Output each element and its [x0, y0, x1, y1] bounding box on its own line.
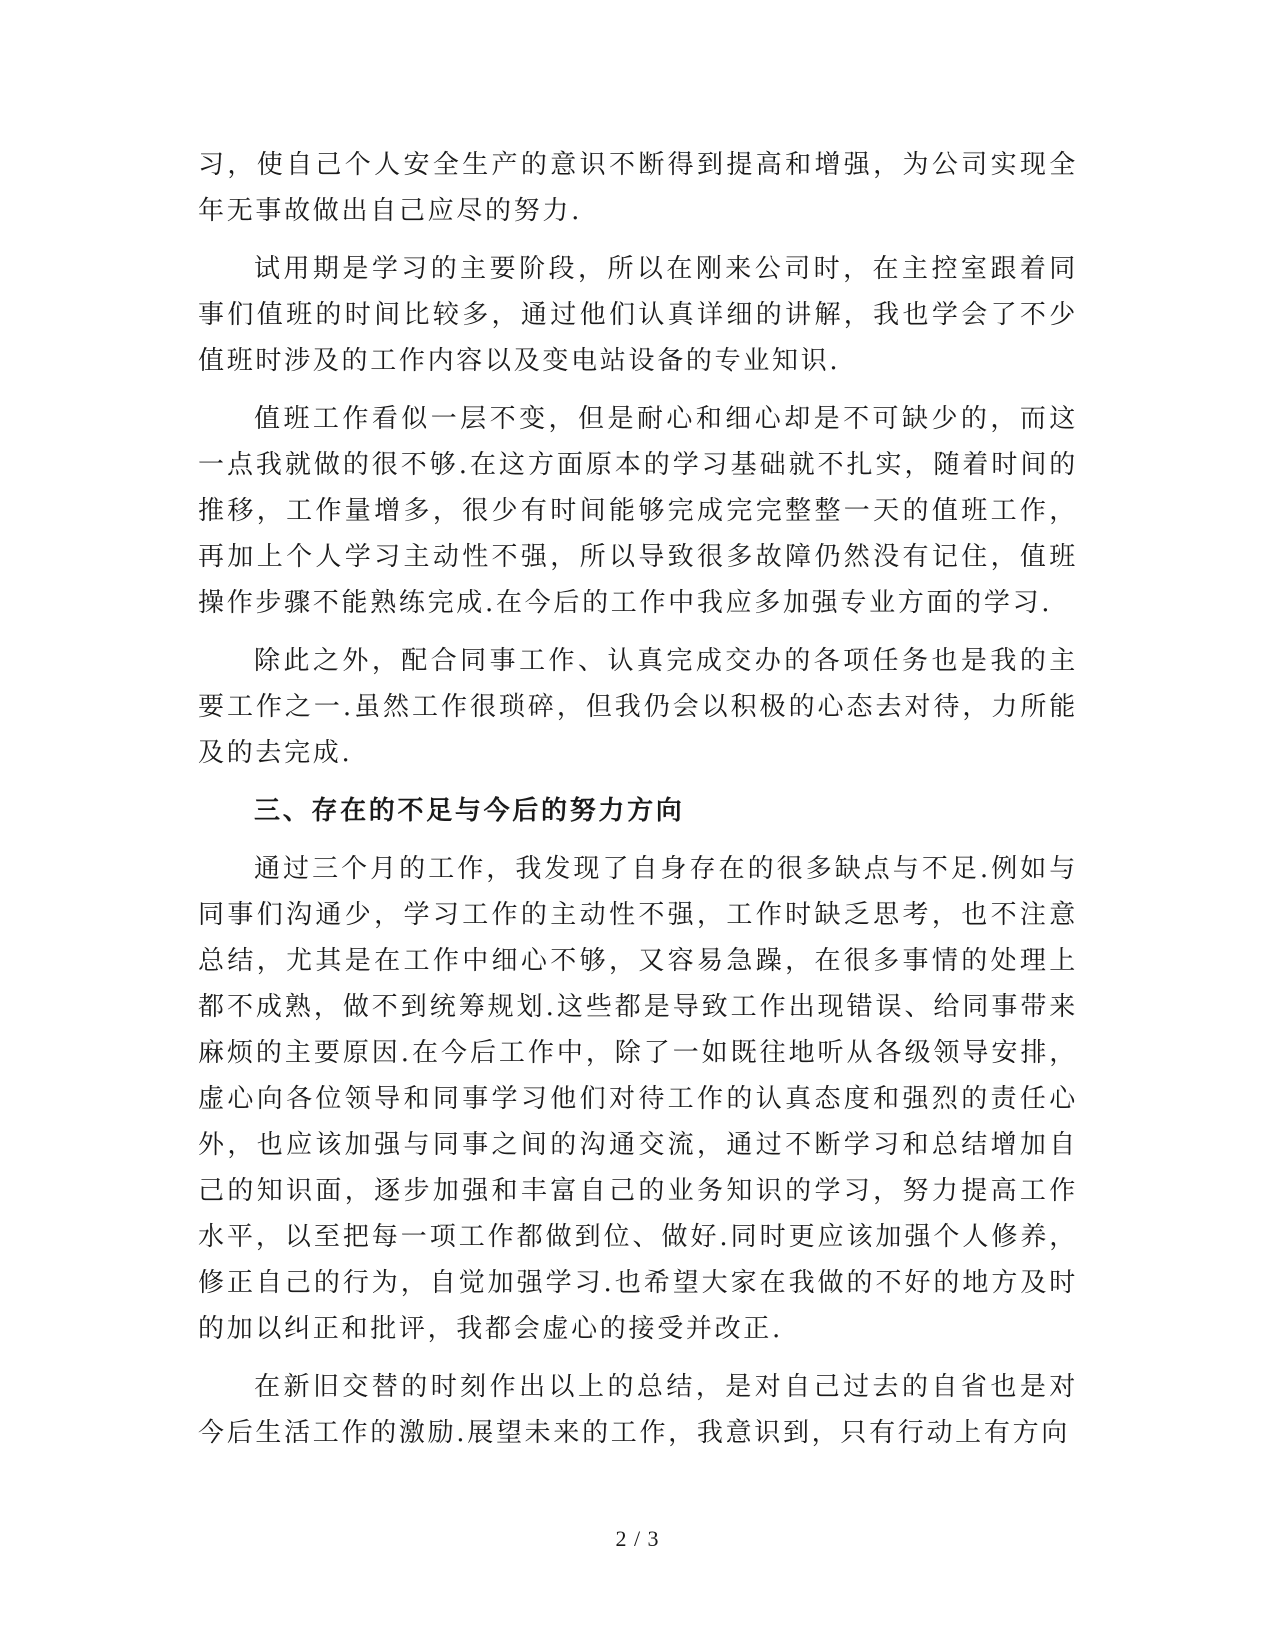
- section-heading: 三、存在的不足与今后的努力方向: [254, 796, 685, 826]
- document-body: [198, 142, 1078, 1468]
- paragraph-probation: 试用期是学习的主要阶段，所以在刚来公司时，在主控室跟着同事们值班的时间比较多，通过他们认真详细的讲解，我也学会了不少值班时涉及的工作内容以及变电站设备的专业知识.: [198, 254, 1078, 376]
- page-number: 2 / 3: [615, 1526, 660, 1551]
- paragraph-continuation: 习，使自己个人安全生产的意识不断得到提高和增强，为公司实现全年无事故做出自己应尽的努力.: [198, 150, 1078, 226]
- paragraph-shortcomings: 通过三个月的工作，我发现了自身存在的很多缺点与不足.例如与同事们沟通少，学习工作的主动性不强，工作时缺乏思考，也不注意总结，尤其是在工作中细心不够，又容易急躁，在很多事情的处理上都不成熟，做不到统筹规划.这些都是导致工作出现错误、给同事带来麻烦的主要原因.在今后工作中，除了一如既往地听从各级领导安排，虚心向各位领导和同事学习他们对待工作的认真态度和强烈的责任心外，也应该加强与同事之间的沟通交流，通过不断学习和总结增加自己的知识面，逐步加强和丰富自己的业务知识的学习，努力提高工作水平，以至把每一项工作都做到位、做好.同时更应该加强个人修养，修正自己的行为，自觉加强学习.也希望大家在我做的不好的地方及时的加以纠正和批评，我都会虚心的接受并改正.: [198, 854, 1078, 1344]
- paragraph-duty-work: 值班工作看似一层不变，但是耐心和细心却是不可缺少的，而这一点我就做的很不够.在这方面原本的学习基础就不扎实，随着时间的推移，工作量增多，很少有时间能够完成完完整整一天的值班工作，再加上个人学习主动性不强，所以导致很多故障仍然没有记住，值班操作步骤不能熟练完成.在今后的工作中我应多加强专业方面的学习.: [198, 404, 1078, 618]
- paragraph-summary: 在新旧交替的时刻作出以上的总结，是对自己过去的自省也是对今后生活工作的激励.展望未来的工作，我意识到，只有行动上有方向: [198, 1372, 1078, 1448]
- paragraph-cooperation: 除此之外，配合同事工作、认真完成交办的各项任务也是我的主要工作之一.虽然工作很琐碎，但我仍会以积极的心态去对待，力所能及的去完成.: [198, 646, 1078, 768]
